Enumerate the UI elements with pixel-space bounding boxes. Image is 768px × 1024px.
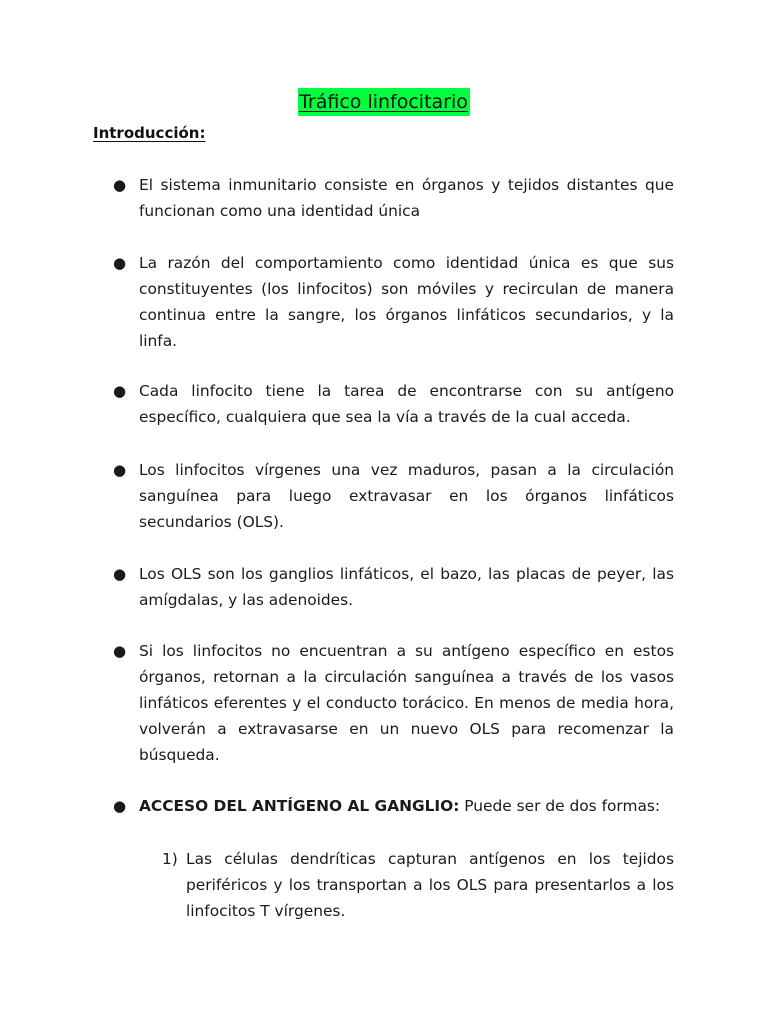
bullet-paragraph: Los OLS son los ganglios linfáticos, el bazo, las placas de peyer, las amígdalas, y las adenoides. [139, 565, 674, 609]
bullet-paragraph: Si los linfocitos no encuentran a su antígeno específico en estos órganos, retornan a la circulación sanguínea a través de los vasos linfáticos eferentes y el conducto torácico. En menos de media hora, volverán a extravasarse en un nuevo OLS para recomenzar la búsqueda. [139, 642, 674, 764]
bullet-icon: ● [113, 461, 127, 479]
title-container [0, 88, 768, 116]
bullet-paragraph: El sistema inmunitario consiste en órganos y tejidos distantes que funcionan como una identidad única [139, 176, 674, 220]
bullet-icon: ● [113, 254, 127, 272]
access-bullet [139, 793, 674, 819]
access-heading: ACCESO DEL ANTÍGENO AL GANGLIO [139, 797, 454, 815]
numbered-item-text: Las células dendríticas capturan antígenos en los tejidos periféricos y los transportan a los OLS para presentarlos a los linfocitos T vírgenes. [186, 850, 674, 920]
intro-heading: Introducción: [93, 124, 206, 142]
bullet-icon: ● [113, 797, 127, 815]
access-text: Puede ser de dos formas: [459, 797, 661, 815]
bullet-icon: ● [113, 382, 127, 400]
bullet-paragraph: Los linfocitos vírgenes una vez maduros, pasan a la circulación sanguínea para luego extravasar en los órganos linfáticos secundarios (OLS). [139, 461, 674, 531]
bullet-paragraph: Cada linfocito tiene la tarea de encontrarse con su antígeno específico, cualquiera que sea la vía a través de la cual acceda. [139, 382, 674, 426]
numbered-item-marker: 1) [162, 850, 178, 868]
bullet-icon: ● [113, 176, 127, 194]
bullet-icon: ● [113, 642, 127, 660]
access-colon: : [453, 797, 460, 815]
bullet-icon: ● [113, 565, 127, 583]
document-title: Tráfico linfocitario [298, 88, 470, 116]
bullet-paragraph: La razón del comportamiento como identidad única es que sus constituyentes (los linfocitos) son móviles y recirculan de manera continua entre la sangre, los órganos linfáticos secundarios, y la linfa. [139, 254, 674, 350]
